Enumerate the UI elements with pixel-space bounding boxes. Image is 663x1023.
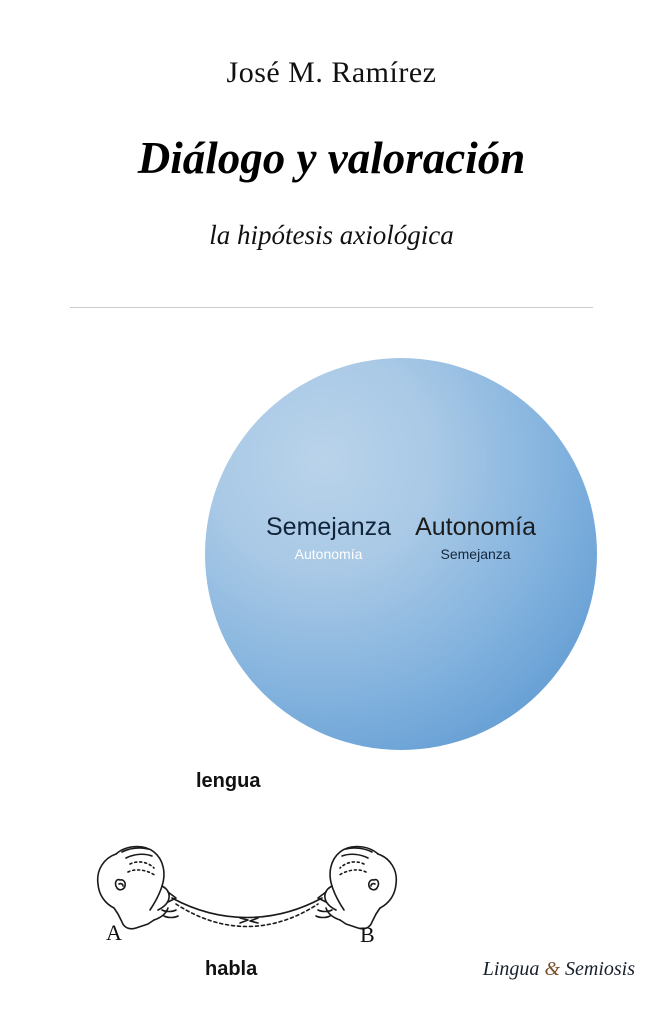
circle-diagram [205, 358, 597, 750]
circle-left-main-label: Semejanza [266, 513, 392, 541]
speech-circuit-illustration [72, 818, 422, 948]
speaker-a-label: A [106, 920, 122, 945]
imprint-prefix: Lingua [482, 958, 540, 980]
two-heads-diagram [72, 818, 422, 948]
speaker-b-label: B [360, 922, 375, 947]
circle-right-sub-label: Semejanza [440, 545, 511, 562]
circle-right-labels [415, 514, 536, 562]
imprint-logo [483, 958, 635, 981]
book-subtitle: la hipótesis axiológica [209, 220, 454, 250]
book-title: Diálogo y valoración [137, 133, 526, 183]
circle-label-group [205, 514, 597, 562]
figure-caption-habla: habla [205, 958, 258, 980]
circle-left-labels [266, 514, 391, 562]
horizontal-divider [70, 307, 593, 308]
author-name: José M. Ramírez [226, 56, 437, 89]
imprint-suffix: Semiosis [565, 958, 635, 980]
imprint-ampersand: & [544, 958, 560, 980]
circle-right-main-label: Autonomía [415, 513, 536, 541]
figure-caption-lengua: lengua [196, 770, 261, 792]
circle-left-sub-label: Autonomía [294, 545, 363, 562]
